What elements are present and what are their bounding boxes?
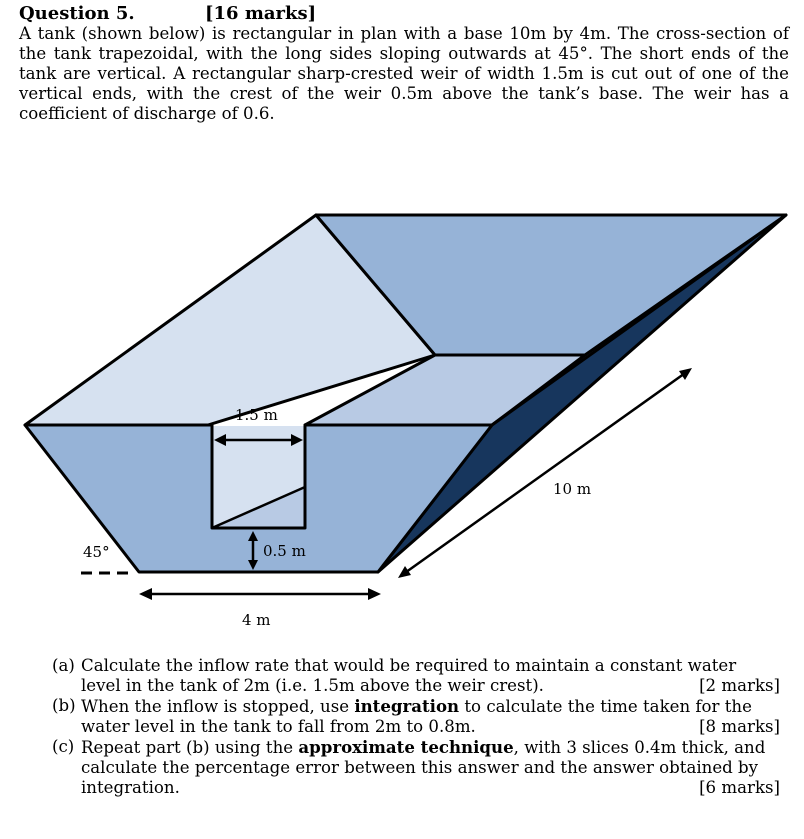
part-b-label: (b) [52, 696, 76, 715]
part-a-label: (a) [52, 656, 75, 675]
part-a-marks: [2 marks] [699, 676, 780, 695]
question-marks: [16 marks] [205, 3, 317, 24]
part-b-text-pre: When the inflow is stopped, use [81, 697, 355, 716]
part-c-label: (c) [52, 737, 75, 756]
question-parts [52, 656, 780, 798]
part-b-marks: [8 marks] [699, 717, 780, 736]
part-a [52, 656, 780, 696]
length-label: 10 m [553, 480, 592, 498]
part-c-bold: approximate technique [298, 737, 514, 757]
question-intro: A tank (shown below) is rectangular in plan with a base 10m by 4m. The cross-section of the tank trapezoidal, with the long sides sloping outwards at 45°. The short ends of the tank are vertical. A rectangular sharp-crested weir of width 1.5m is cut out of one of the vertical ends, with the crest of the weir 0.5m above the tank’s base. The weir has a coefficient of discharge of 0.6. [19, 24, 789, 123]
weir-width-label: 1.5 m [235, 406, 278, 424]
crest-height-label: 0.5 m [263, 542, 306, 560]
base-width-arrow-right [368, 588, 381, 600]
part-a-text: Calculate the inflow rate that would be required to maintain a constant water level in the tank of 2m (i.e. 1.5m above the weir crest). [81, 656, 737, 695]
part-c-text-pre: Repeat part (b) using the [81, 738, 299, 757]
base-width-arrow-left [139, 588, 152, 600]
base-width-label: 4 m [242, 611, 271, 629]
part-c-marks: [6 marks] [699, 778, 780, 797]
angle-label: 45° [83, 543, 110, 561]
part-c-text-post: , with 3 slices 0.4m thick, and calculate the percentage error between this answer and the answer obtained by integration. [81, 738, 766, 797]
length-arrow-bottom [398, 566, 411, 578]
part-b-bold: integration [354, 696, 460, 716]
question-title: Question 5. [19, 3, 135, 24]
part-b [52, 696, 780, 737]
length-arrow-top [679, 368, 692, 380]
part-c [52, 737, 780, 798]
part-b-text-post: to calculate the time taken for the water level in the tank to fall from 2m to 0.8m. [81, 697, 752, 736]
